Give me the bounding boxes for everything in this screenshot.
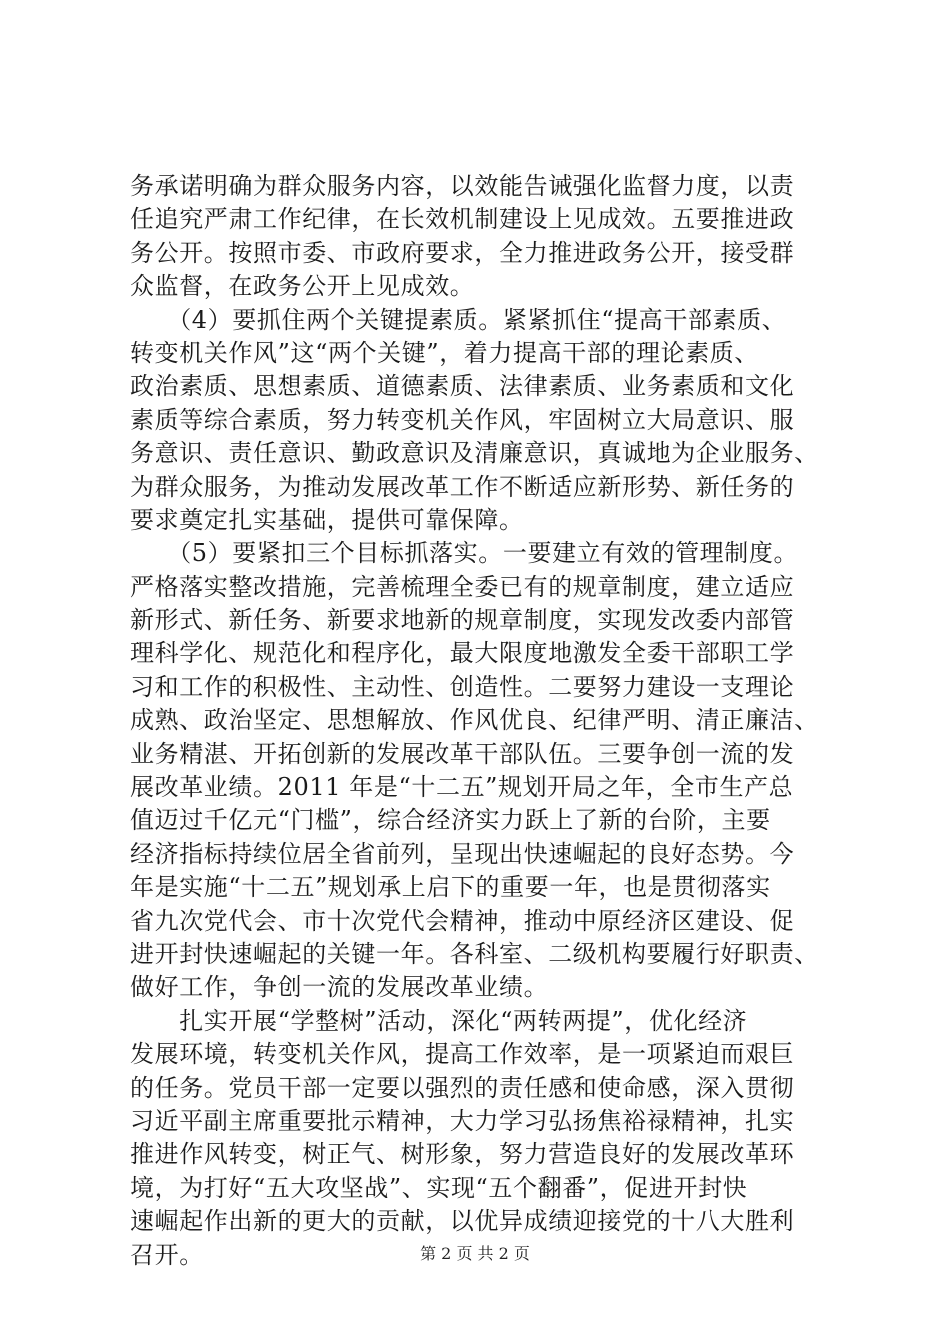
- text-line: 务承诺明确为群众服务内容，以效能告诫强化监督力度，以责: [130, 172, 795, 200]
- body-text: [130, 170, 830, 1272]
- text-line: 召开。: [130, 1240, 204, 1269]
- text-line: 做好工作，争创一流的发展改革业绩。: [130, 973, 549, 1002]
- text-line: 习和工作的积极性、主动性、创造性。二要努力建设一支理论: [130, 672, 795, 701]
- text-line: 众监督，在政务公开上见成效。: [130, 272, 475, 301]
- text-line: 进开封快速崛起的关键一年。各科室、二级机构要履行好职责、: [130, 939, 819, 968]
- text-line: 政治素质、思想素质、道德素质、法律素质、业务素质和文化: [130, 372, 795, 401]
- text-line: 推进作风转变，树正气、树形象，努力营造良好的发展改革环: [130, 1140, 795, 1169]
- text-line: 成熟、政治坚定、思想解放、作风优良、纪律严明、清正廉洁、: [130, 706, 819, 735]
- text-line: 任追究严肃工作纪律，在长效机制建设上见成效。五要推进政: [130, 205, 795, 234]
- text-line: 务公开。按照市委、市政府要求，全力推进政务公开，接受群: [130, 238, 795, 267]
- text-line: 速崛起作出新的更大的贡献，以优异成绩迎接党的十八大胜利: [130, 1207, 795, 1236]
- text-line: 发展环境，转变机关作风，提高工作效率，是一项紧迫而艰巨: [130, 1040, 795, 1069]
- text-line: 为群众服务，为推动发展改革工作不断适应新形势、新任务的: [130, 472, 795, 501]
- text-line: 的任务。党员干部一定要以强烈的责任感和使命感，深入贯彻: [130, 1073, 795, 1102]
- text-line: 值迈过千亿元“门槛”，综合经济实力跃上了新的台阶，主要: [130, 806, 771, 835]
- text-line: 展改革业绩。2011 年是“十二五”规划开局之年，全市生产总: [130, 773, 794, 802]
- text-line: 理科学化、规范化和程序化，最大限度地激发全委干部职工学: [130, 639, 795, 668]
- text-line: 严格落实整改措施，完善梳理全委已有的规章制度，建立适应: [130, 572, 795, 601]
- text-line: 年是实施“十二五”规划承上启下的重要一年，也是贯彻落实: [130, 873, 771, 902]
- text-line: 务意识、责任意识、勤政意识及清廉意识，真诚地为企业服务、: [130, 439, 819, 468]
- text-line: （5）要紧扣三个目标抓落实。一要建立有效的管理制度。: [130, 539, 799, 568]
- text-line: 新形式、新任务、新要求地新的规章制度，实现发改委内部管: [130, 606, 795, 635]
- text-line: （4）要抓住两个关键提素质。紧紧抓住“提高干部素质、: [130, 305, 787, 334]
- text-line: 素质等综合素质，努力转变机关作风，牢固树立大局意识、服: [130, 405, 795, 434]
- text-line: 习近平副主席重要批示精神，大力学习弘扬焦裕禄精神，扎实: [130, 1106, 795, 1135]
- text-line: 要求奠定扎实基础，提供可靠保障。: [130, 505, 524, 534]
- text-line: 业务精湛、开拓创新的发展改革干部队伍。三要争创一流的发: [130, 739, 795, 768]
- text-line: 境，为打好“五大攻坚战”、实现“五个翻番”，促进开封快: [130, 1173, 748, 1202]
- text-line: 扎实开展“学整树”活动，深化“两转两提”，优化经济: [130, 1006, 748, 1035]
- text-line: 转变机关作风”这“两个关键”，着力提高干部的理论素质、: [130, 338, 760, 367]
- page-number-footer: 第 2 页 共 2 页: [420, 1244, 530, 1263]
- text-line: 省九次党代会、市十次党代会精神，推动中原经济区建设、促: [130, 906, 795, 935]
- text-line: 经济指标持续位居全省前列，呈现出快速崛起的良好态势。今: [130, 839, 795, 868]
